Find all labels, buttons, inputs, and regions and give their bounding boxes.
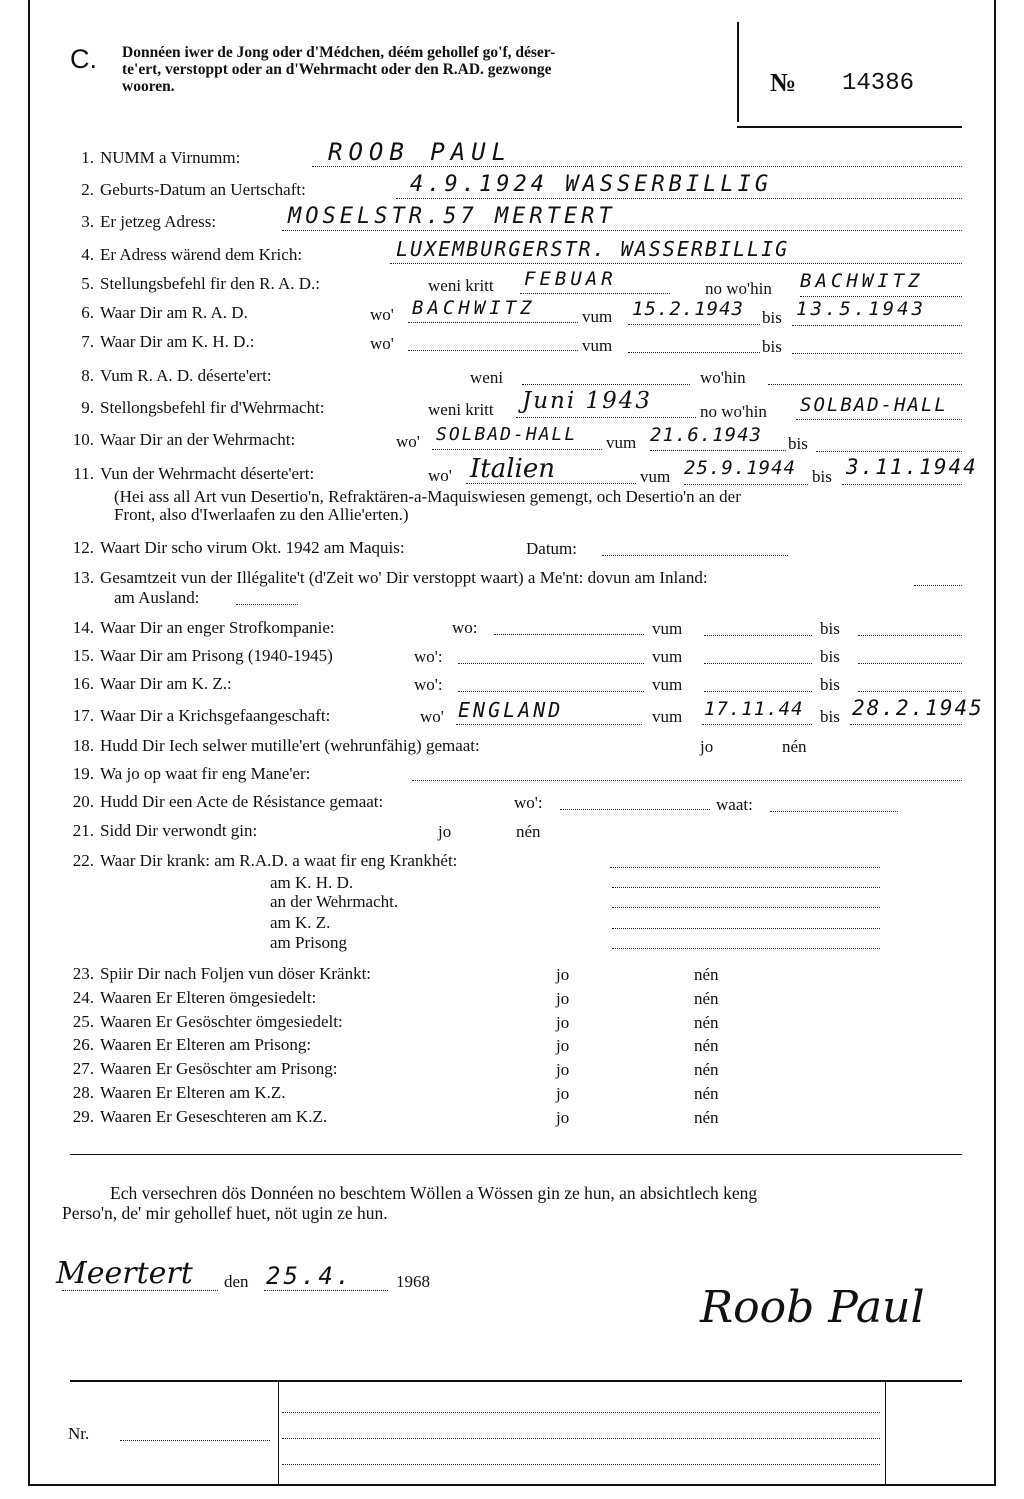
field-7-bis-line[interactable] <box>792 353 962 354</box>
field-11-vum-label: vum <box>640 467 671 486</box>
field-22-label: Waar Dir krank: am R.A.D. a waat fir eng Krankhét: <box>100 851 458 870</box>
field-15-bis-label: bis <box>820 647 840 666</box>
field-17-bis-line <box>850 724 962 725</box>
field-23: 23. Spiir Dir nach Foljen vun döser Kränkt: <box>72 964 372 983</box>
field-16: 16. Waar Dir am K. Z.: <box>72 674 232 693</box>
field-22-sub-khd: am K. H. D. <box>270 873 354 892</box>
field-29-jo[interactable]: jo <box>556 1108 570 1127</box>
field-17-wo-value[interactable]: ENGLAND <box>458 698 564 722</box>
field-15-wo-line[interactable] <box>458 663 644 664</box>
field-15: 15. Waar Dir am Prisong (1940-1945) <box>72 646 333 665</box>
field-20-label: Hudd Dir een Acte de Résistance gemaat: <box>100 792 384 811</box>
field-5-weni-value[interactable]: FEBUAR <box>524 268 617 290</box>
declaration-rule <box>70 1154 962 1155</box>
field-20-wo-line[interactable] <box>560 809 710 810</box>
field-20-wo-label: wo': <box>514 793 543 812</box>
field-8-label: Vum R. A. D. déserte'ert: <box>100 366 272 385</box>
field-23-label: Spiir Dir nach Foljen vun döser Kränkt: <box>100 964 372 983</box>
field-8: 8. Vum R. A. D. déserte'ert: <box>81 366 272 385</box>
field-3-line <box>282 230 962 231</box>
field-21-jo[interactable]: jo <box>438 822 452 841</box>
field-13-ausland-line[interactable] <box>236 604 298 605</box>
field-16-bis-line[interactable] <box>858 691 962 692</box>
field-16-vum-label: vum <box>652 675 683 694</box>
section-title-line-1: Donnéen iwer de Jong oder d'Médchen, déém gehollef go'f, déser- <box>122 44 556 61</box>
field-17-bis-value[interactable]: 28.2.1945 <box>852 696 984 720</box>
field-20-waat-label: waat: <box>716 795 753 814</box>
field-1-line <box>312 166 962 167</box>
signature[interactable]: Roob Paul <box>700 1282 925 1333</box>
field-27-nen[interactable]: nén <box>694 1060 719 1079</box>
field-17-vum-line <box>702 724 812 725</box>
field-6-bis-value[interactable]: 13.5.1943 <box>796 298 926 320</box>
field-5-wohin-line <box>800 296 962 297</box>
section-title <box>122 44 722 95</box>
field-18: 18. Hudd Dir Iech selwer mutille'ert (wehrunfähig) gemaat: <box>72 736 480 755</box>
field-28-label: Waaren Er Elteren am K.Z. <box>100 1083 286 1102</box>
footer-nr-label: Nr. <box>68 1424 90 1443</box>
field-22-sub-wehrmacht: an der Wehrmacht. <box>270 892 399 911</box>
field-17-vum-label: vum <box>652 707 683 726</box>
field-9-weni-value[interactable]: Juni 1943 <box>522 388 653 414</box>
field-3: 3. Er jetzeg Adress: <box>81 212 217 231</box>
field-29-nen[interactable]: nén <box>694 1108 719 1127</box>
field-15-label: Waar Dir am Prisong (1940-1945) <box>100 646 333 665</box>
declaration-line-1: Ech versechren dös Donnéen no beschtem Wöllen a Wössen gin ze hun, an absichtlech keng <box>110 1183 758 1203</box>
field-14-wo-label: wo: <box>452 618 478 637</box>
field-11-note-1: (Hei ass all Art vun Desertio'n, Refraktären-a-Maquiswiesen gemengt, och Desertio'n an der <box>114 487 741 506</box>
field-10-vum-value[interactable]: 21.6.1943 <box>650 424 762 446</box>
section-letter: C. <box>70 44 97 74</box>
signature-date-line <box>264 1290 388 1291</box>
field-16-label: Waar Dir am K. Z.: <box>100 674 232 693</box>
field-6-bis-label: bis <box>762 308 782 327</box>
field-4-value[interactable]: LUXEMBURGERSTR. WASSERBILLIG <box>396 237 790 261</box>
field-24: 24. Waaren Er Elteren ömgesiedelt: <box>72 988 317 1007</box>
field-16-vum-line[interactable] <box>704 691 812 692</box>
field-14-label: Waar Dir an enger Strofkompanie: <box>100 618 335 637</box>
field-9-wohin-label: no wo'hin <box>700 402 767 421</box>
field-16-bis-label: bis <box>820 675 840 694</box>
field-13-ausland-label: am Ausland: <box>114 588 200 607</box>
field-7-wo-label: wo' <box>370 334 394 353</box>
field-17-wo-line <box>456 724 642 725</box>
field-13-label: Gesamtzeit vun der Illégalite't (d'Zeit wo' Dir verstoppt waart) a Me'nt: dovun am Inland: <box>100 568 708 587</box>
field-28-jo[interactable]: jo <box>556 1084 570 1103</box>
field-11-vum-value[interactable]: 25.9.1944 <box>684 457 796 479</box>
field-20-waat-line[interactable] <box>770 811 898 812</box>
field-6-vum-value[interactable]: 15.2.1943 <box>632 298 744 320</box>
field-10-bis-label: bis <box>788 434 808 453</box>
field-3-label: Er jetzeg Adress: <box>100 212 217 231</box>
field-24-jo[interactable]: jo <box>556 989 570 1008</box>
field-19-line[interactable] <box>412 780 962 781</box>
number-sign: № <box>770 68 797 97</box>
field-28: 28. Waaren Er Elteren am K.Z. <box>72 1083 286 1102</box>
field-6: 6. Waar Dir am R. A. D. <box>81 303 248 322</box>
field-26-jo[interactable]: jo <box>556 1036 570 1055</box>
field-9-wohin-line <box>796 419 962 420</box>
field-28-nen[interactable]: nén <box>694 1084 719 1103</box>
field-14-vum-line[interactable] <box>704 635 812 636</box>
field-22-sub-prisong: am Prisong <box>270 933 347 952</box>
field-6-vum-line <box>628 324 760 325</box>
field-22: 22. Waar Dir krank: am R.A.D. a waat fir eng Krankhét: <box>72 851 458 870</box>
field-10: 10. Waar Dir an der Wehrmacht: <box>72 430 296 449</box>
field-23-nen[interactable]: nén <box>694 965 719 984</box>
field-29: 29. Waaren Er Geseschteren am K.Z. <box>72 1107 328 1126</box>
field-18-nen[interactable]: nén <box>782 737 807 756</box>
field-2: 2. Geburts-Datum an Uertschaft: <box>81 180 306 199</box>
field-13: 13. Gesamtzeit vun der Illégalite't (d'Zeit wo' Dir verstoppt waart) a Me'nt: dovun am Inland: <box>72 568 708 587</box>
field-7-vum-label: vum <box>582 336 613 355</box>
field-17-wo-label: wo' <box>420 707 444 726</box>
signature-place[interactable]: Meertert <box>56 1256 193 1291</box>
field-1-label: NUMM a Virnumm: <box>100 148 241 167</box>
field-5-weni-label: weni kritt <box>428 276 494 295</box>
field-24-nen[interactable]: nén <box>694 989 719 1008</box>
field-10-bis-line[interactable] <box>816 451 962 452</box>
field-17-vum-value[interactable]: 17.11.44 <box>704 698 804 720</box>
field-2-value[interactable]: 4.9.1924 WASSERBILLIG <box>410 172 773 197</box>
field-17-bis-label: bis <box>820 707 840 726</box>
field-3-value[interactable]: MOSELSTR.57 MERTERT <box>288 204 616 229</box>
field-29-label: Waaren Er Geseschteren am K.Z. <box>100 1107 328 1126</box>
field-7-vum-line[interactable] <box>628 352 760 353</box>
field-10-label: Waar Dir an der Wehrmacht: <box>100 430 296 449</box>
field-8-wohin-label: wo'hin <box>700 368 746 387</box>
field-21-nen[interactable]: nén <box>516 822 541 841</box>
field-9-weni-label: weni kritt <box>428 400 494 419</box>
field-5-wohin-label: no wo'hin <box>705 279 772 298</box>
footer-nr-line[interactable] <box>120 1440 270 1441</box>
field-5-weni-line <box>520 293 670 294</box>
field-7-wo-line[interactable] <box>408 350 578 351</box>
field-4-line <box>390 263 962 264</box>
header-rule <box>737 126 962 128</box>
field-26: 26. Waaren Er Elteren am Prisong: <box>72 1035 312 1054</box>
field-18-jo[interactable]: jo <box>700 737 714 756</box>
field-6-wo-value[interactable]: BACHWITZ <box>412 297 536 319</box>
field-6-label: Waar Dir am R. A. D. <box>100 303 248 322</box>
field-12-datum-label: Datum: <box>526 539 577 558</box>
field-25-label: Waaren Er Gesöschter ömgesiedelt: <box>100 1012 343 1031</box>
signature-year: 1968 <box>396 1272 430 1291</box>
field-24-label: Waaren Er Elteren ömgesiedelt: <box>100 988 317 1007</box>
field-10-vum-label: vum <box>606 433 637 452</box>
field-12-datum-line[interactable] <box>602 555 788 556</box>
field-15-wo-label: wo': <box>414 647 443 666</box>
field-22-line-wehrmacht[interactable] <box>612 907 880 908</box>
section-title-line-2: te'ert, verstoppt oder an d'Wehrmacht oder den R.AD. gezwonge <box>122 61 552 78</box>
field-21-label: Sidd Dir verwondt gin: <box>100 821 258 840</box>
field-9: 9. Stellongsbefehl fir d'Wehrmacht: <box>81 398 325 417</box>
field-20: 20. Hudd Dir een Acte de Résistance gemaat: <box>72 792 384 811</box>
field-18-label: Hudd Dir Iech selwer mutille'ert (wehrunfähig) gemaat: <box>100 736 480 755</box>
field-6-wo-label: wo' <box>370 305 394 324</box>
field-11-note-2: Front, also d'Iwerlaafen zu den Allie'erten.) <box>114 505 409 524</box>
field-11: 11. Vun der Wehrmacht déserte'ert: <box>73 464 315 483</box>
field-11-bis-label: bis <box>812 467 832 486</box>
field-9-label: Stellongsbefehl fir d'Wehrmacht: <box>100 398 325 417</box>
field-2-line <box>396 198 962 199</box>
field-7: 7. Waar Dir am K. H. D.: <box>81 332 255 351</box>
field-11-wo-value[interactable]: Italien <box>470 454 555 484</box>
form-number: 14386 <box>842 70 915 97</box>
footer-line-2[interactable] <box>282 1438 880 1439</box>
field-27-jo[interactable]: jo <box>556 1060 570 1079</box>
field-25-jo[interactable]: jo <box>556 1013 570 1032</box>
field-1-value[interactable]: ROOB PAUL <box>328 138 513 166</box>
header-divider <box>737 22 739 122</box>
field-22-line-rad[interactable] <box>610 867 880 868</box>
footer-table <box>278 1380 886 1484</box>
field-25: 25. Waaren Er Gesöschter ömgesiedelt: <box>72 1012 343 1031</box>
field-1: 1. NUMM a Virnumm: <box>81 148 241 167</box>
field-6-bis-line <box>792 325 962 326</box>
field-15-vum-label: vum <box>652 647 683 666</box>
field-10-wo-line <box>432 449 602 450</box>
field-11-wo-label: wo' <box>428 466 452 485</box>
field-4: 4. Er Adress wärend dem Krich: <box>81 245 303 264</box>
field-5: 5. Stellungsbefehl fir den R. A. D.: <box>81 274 321 293</box>
field-25-nen[interactable]: nén <box>694 1013 719 1032</box>
footer-line-3[interactable] <box>282 1464 880 1465</box>
field-27: 27. Waaren Er Gesöschter am Prisong: <box>72 1059 338 1078</box>
field-23-jo[interactable]: jo <box>556 965 570 984</box>
field-15-bis-line[interactable] <box>858 663 962 664</box>
field-4-label: Er Adress wärend dem Krich: <box>100 245 303 264</box>
field-14: 14. Waar Dir an enger Strofkompanie: <box>72 618 335 637</box>
field-9-weni-line <box>516 417 696 418</box>
field-10-wo-label: wo' <box>396 432 420 451</box>
field-16-wo-line[interactable] <box>458 691 644 692</box>
field-9-wohin-value[interactable]: SOLBAD-HALL <box>800 394 948 416</box>
field-8-wohin-line[interactable] <box>768 384 962 385</box>
field-14-bis-label: bis <box>820 619 840 638</box>
field-12: 12. Waart Dir scho virum Okt. 1942 am Maquis: <box>72 538 405 557</box>
field-6-wo-line <box>408 322 578 323</box>
field-12-label: Waart Dir scho virum Okt. 1942 am Maquis: <box>100 538 405 557</box>
field-10-vum-line <box>650 450 786 451</box>
field-8-weni-line[interactable] <box>522 384 690 385</box>
field-5-wohin-value[interactable]: BACHWITZ <box>800 270 924 292</box>
field-14-vum-label: vum <box>652 619 683 638</box>
field-11-bis-line <box>842 484 962 485</box>
field-11-bis-value[interactable]: 3.11.1944 <box>846 455 978 479</box>
field-27-label: Waaren Er Gesöschter am Prisong: <box>100 1059 338 1078</box>
section-title-line-3: wooren. <box>122 78 175 95</box>
field-6-vum-label: vum <box>582 307 613 326</box>
field-26-label: Waaren Er Elteren am Prisong: <box>100 1035 312 1054</box>
field-8-weni-label: weni <box>470 368 504 387</box>
field-11-vum-line <box>684 484 808 485</box>
field-13-inland-line[interactable] <box>914 585 962 586</box>
field-21: 21. Sidd Dir verwondt gin: <box>72 821 258 840</box>
field-17-label: Waar Dir a Krichsgefaangeschaft: <box>100 706 331 725</box>
field-14-bis-line[interactable] <box>858 635 962 636</box>
field-10-wo-value[interactable]: SOLBAD-HALL <box>436 424 578 445</box>
field-7-label: Waar Dir am K. H. D.: <box>100 332 255 351</box>
signature-date[interactable]: 25.4. <box>266 1262 354 1290</box>
field-22-line-kz[interactable] <box>612 928 880 929</box>
field-22-line-prisong[interactable] <box>612 948 880 949</box>
field-11-label: Vun der Wehrmacht déserte'ert: <box>100 464 315 483</box>
field-22-line-khd[interactable] <box>612 887 880 888</box>
field-19-label: Wa jo op waat fir eng Mane'er: <box>100 764 311 783</box>
signature-place-line <box>62 1290 218 1291</box>
signature-den: den <box>224 1272 249 1291</box>
field-17: 17. Waar Dir a Krichsgefaangeschaft: <box>72 706 331 725</box>
declaration-line-2: Perso'n, de' mir gehollef huet, nöt ugin ze hun. <box>62 1203 388 1223</box>
field-7-bis-label: bis <box>762 337 782 356</box>
field-22-sub-kz: am K. Z. <box>270 913 331 932</box>
field-5-label: Stellungsbefehl fir den R. A. D.: <box>100 274 321 293</box>
field-19: 19. Wa jo op waat fir eng Mane'er: <box>72 764 311 783</box>
field-2-label: Geburts-Datum an Uertschaft: <box>100 180 306 199</box>
field-26-nen[interactable]: nén <box>694 1036 719 1055</box>
footer-line-1[interactable] <box>282 1412 880 1413</box>
field-14-wo-line[interactable] <box>494 634 644 635</box>
field-15-vum-line[interactable] <box>704 663 812 664</box>
field-16-wo-label: wo': <box>414 675 443 694</box>
